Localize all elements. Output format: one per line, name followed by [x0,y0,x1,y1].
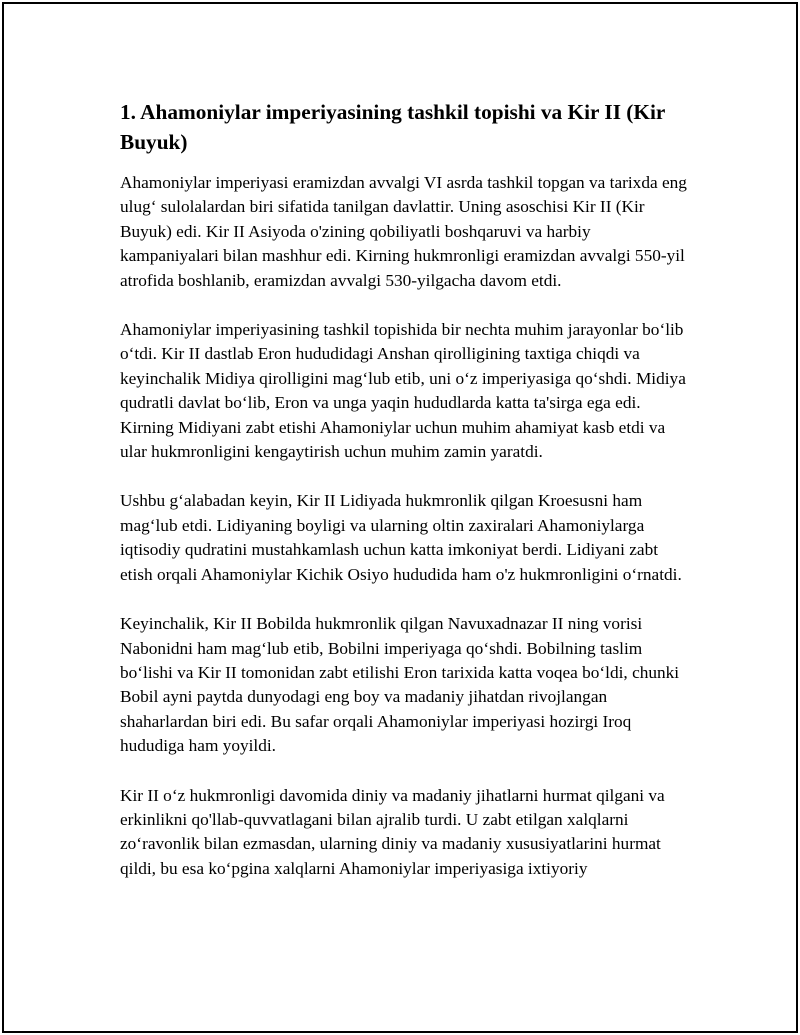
section-heading: 1. Ahamoniylar imperiyasining tashkil topishi va Kir II (Kir Buyuk) [120,100,665,154]
document-page [2,2,798,1033]
paragraph-3: Ushbu g‘alabadan keyin, Kir II Lidiyada hukmronlik qilgan Kroesusni ham mag‘lub etdi. Lidiyaning boyligi va ularning oltin zaxiralari Ahamoniylarga iqtisodiy qudratini mustahkamlash uchun katta imkoniyat berdi. Lidiyani zabt etish orqali Ahamoniylar Kichik Osiyo hududida ham o'z hukmronligini o‘rnatdi. [120,491,682,584]
paragraph-1: Ahamoniylar imperiyasi eramizdan avvalgi VI asrda tashkil topgan va tarixda eng ulug‘ sulolalardan biri sifatida tanilgan davlattir. Uning asoschisi Kir II (Kir Buyuk) edi. Kir II Asiyoda o'zining qobiliyatli boshqaruvi va harbiy kampaniyalari bilan mashhur edi. Kirning hukmronligi eramizdan avvalgi 550-yil atrofida boshlanib, eramizdan avvalgi 530-yilgacha davom etdi. [120,173,687,290]
paragraph-4: Keyinchalik, Kir II Bobilda hukmronlik qilgan Navuxadnazar II ning vorisi Nabonidni ham mag‘lub etib, Bobilni imperiyaga qo‘shdi. Bobilning taslim bo‘lishi va Kir II tomonidan zabt etilishi Eron tarixida katta voqea bo‘ldi, chunki Bobil ayni paytda dunyodagi eng boy va madaniy jihatdan rivojlangan shaharlardan biri edi. Bu safar orqali Ahamoniylar imperiyasi hozirgi Iroq hududiga ham yoyildi. [120,614,680,756]
paragraph-5: Kir II o‘z hukmronligi davomida diniy va madaniy jihatlarni hurmat qilgani va erkinlikni qo'llab-quvvatlagani bilan ajralib turdi. U zabt etilgan xalqlarni zo‘ravonlik bilan ezmasdan, ularning diniy va madaniy xususiyatlarini hurmat qildi, bu esa ko‘pgina xalqlarni Ahamoniylar imperiyasiga ixtiyoriy [120,785,665,878]
paragraph-2: Ahamoniylar imperiyasining tashkil topishida bir nechta muhim jarayonlar bo‘lib o‘tdi. Kir II dastlab Eron hududidagi Anshan qirolligining taxtiga chiqdi va keyinchalik Midiya qirolligini mag‘lub etib, uni o‘z imperiyasiga qo‘shdi. Midiya qudratli davlat bo‘lib, Eron va unga yaqin hududlarda katta ta'sirga ega edi. Kirning Midiyani zabt etishi Ahamoniylar uchun muhim ahamiyat kasb etdi va ular hukmronligini kengaytirish uchun muhim zamin yaratdi. [120,320,686,462]
document-content [120,97,690,906]
